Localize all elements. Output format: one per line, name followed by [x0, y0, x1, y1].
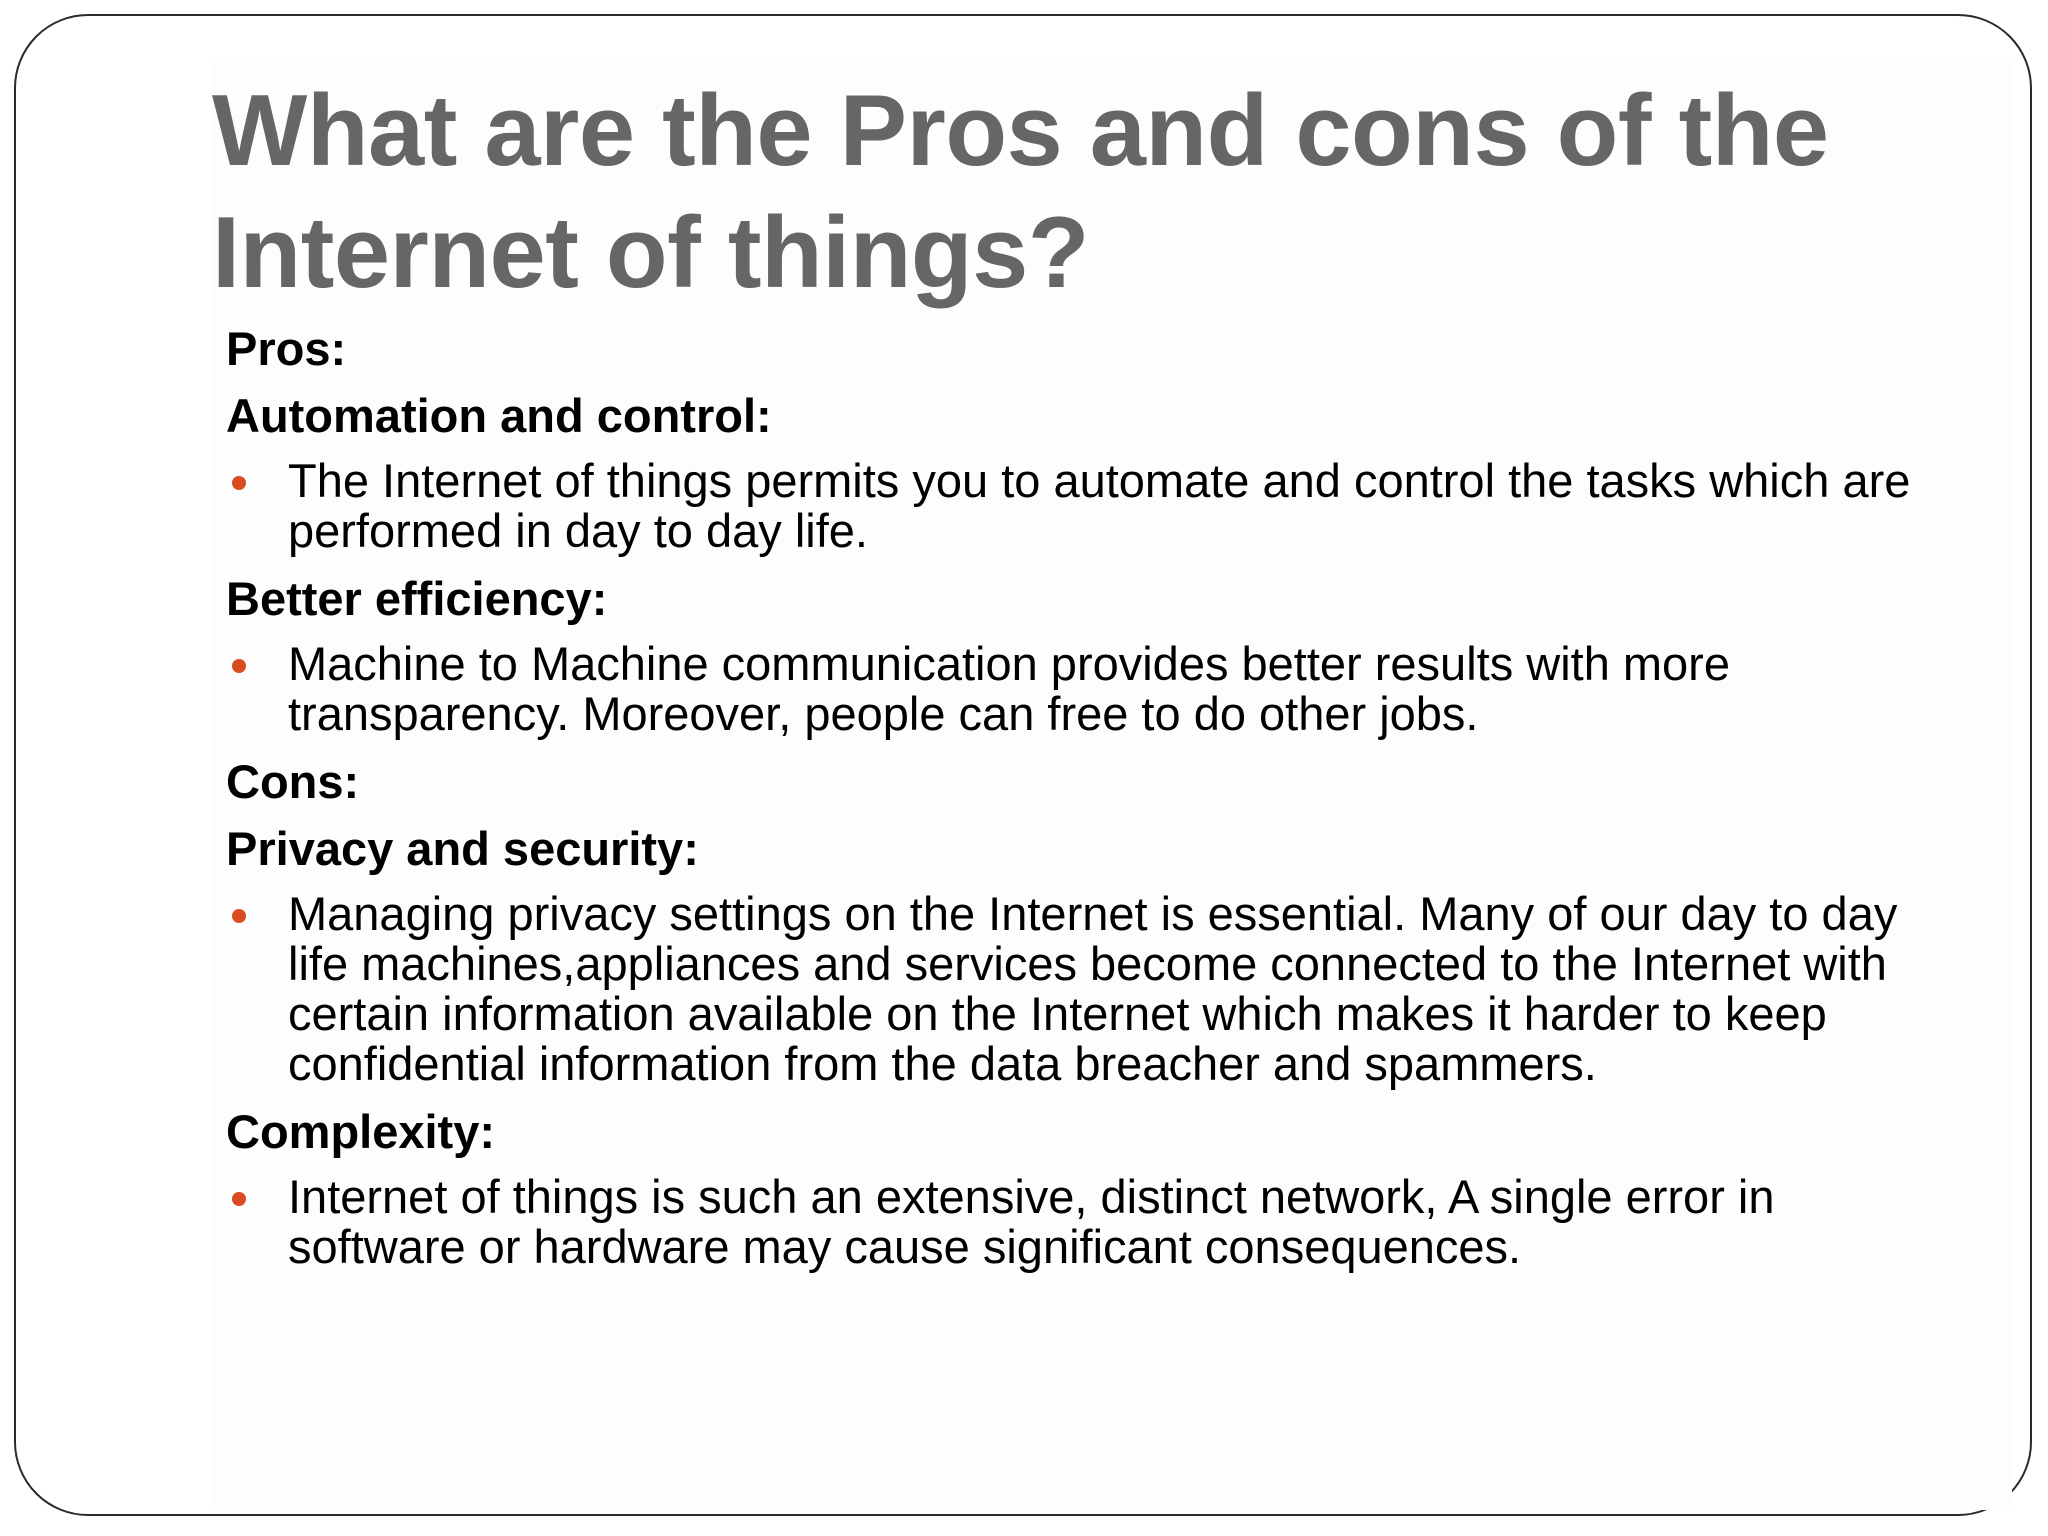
bullet-dot-icon — [232, 476, 246, 490]
heading-cons: Cons: — [226, 755, 360, 808]
slide-body — [226, 322, 1926, 1288]
bullet-item-efficiency — [226, 639, 1926, 739]
heading-complexity: Complexity: — [226, 1105, 495, 1158]
heading-automation-and-control: Automation and control: — [226, 389, 772, 442]
bullet-text: Managing privacy settings on the Internet is essential. Many of our day to day life machines,appliances and services become connected to the Internet with certain information available on the Internet which makes it harder to keep confidential information from the data breacher and spammers. — [288, 887, 1898, 1090]
slide-title-line-1: What are the Pros and cons of the — [212, 75, 1829, 187]
heading-privacy-and-security: Privacy and security: — [226, 822, 699, 875]
bullet-item-automation — [226, 456, 1926, 556]
bullet-text: The Internet of things permits you to automate and control the tasks which are performed in day to day life. — [288, 454, 1911, 557]
heading-pros: Pros: — [226, 322, 347, 375]
bullet-dot-icon — [232, 659, 246, 673]
bullet-dot-icon — [232, 909, 246, 923]
bullet-item-privacy — [226, 889, 1926, 1089]
slide-title-line-2: Internet of things? — [212, 197, 1089, 309]
heading-better-efficiency: Better efficiency: — [226, 572, 608, 625]
slide-title — [212, 70, 1932, 314]
bullet-text: Machine to Machine communication provides better results with more transparency. Moreover, people can free to do other jobs. — [288, 637, 1730, 740]
bullet-dot-icon — [232, 1192, 246, 1206]
bullet-text: Internet of things is such an extensive, distinct network, A single error in software or hardware may cause significant consequences. — [288, 1170, 1775, 1273]
bullet-item-complexity — [226, 1172, 1926, 1272]
